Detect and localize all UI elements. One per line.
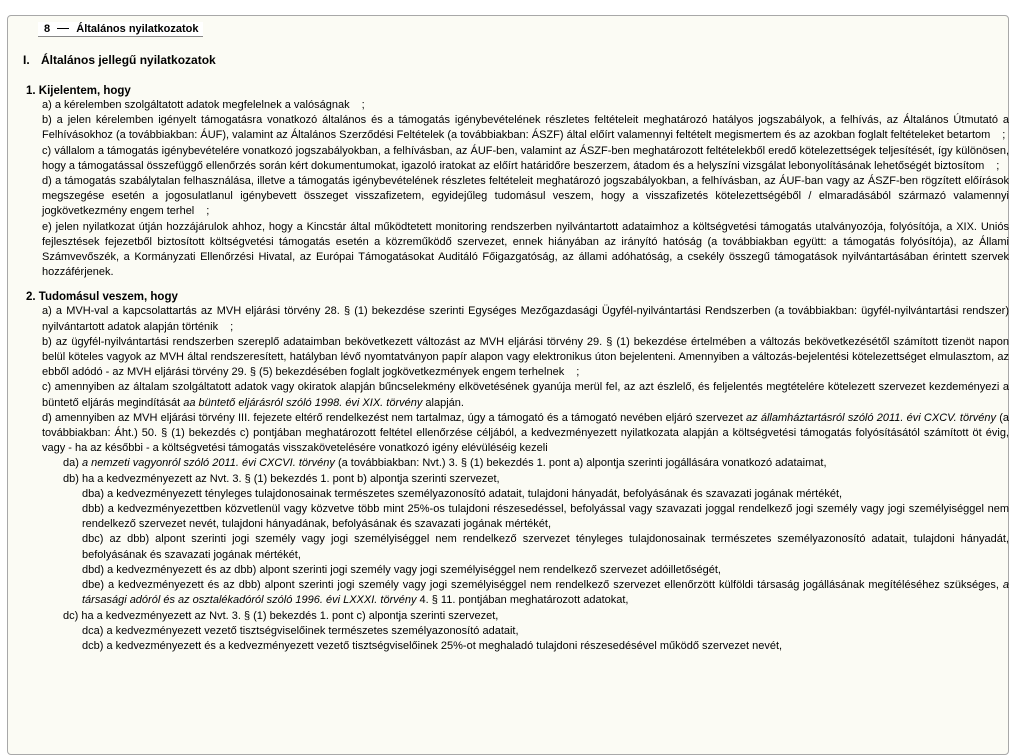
part-title: Általános jellegű nyilatkozatok (41, 53, 216, 67)
acknowledge-dbc: dbc) az dbb) alpont szerinti jogi személy vagy jogi személyiséggel nem rendelkező szervezet tényleges tulajdonosainak természetes személyazonosító adatait, tulajdoni hányadát, befolyásának és szavazati jogának mértékét, (82, 533, 1009, 561)
section-title: Általános nyilatkozatok (76, 23, 199, 35)
acknowledge-dbe: dbe) a kedvezményezett és az dbb) alpont szerinti jogi személy vagy jogi személyiséggel nem rendelkező szervezet ellenőrzött külföldi társaság jogállásának megítéléséhez szükséges, a társasági adóról és az osztalékadóról szóló 1996. évi LXXXI. törvény 4. § 11. pontjában meghatározott adatokat, (82, 579, 1009, 607)
declaration-e: e) jelen nyilatkozat útján hozzájárulok ahhoz, hogy a Kincstár által működtetett monitoring rendszerben nyilvántartott adataimhoz a költségvetési támogatás utalványozója, folyósítója, a XIX. Uniós fejlesztések fejezetből biztosított költségvetési támogatás esetén a közreműködő szervezet, ennek hiányában az irányító hatóság (a továbbiakban együtt: a támogatás folyósítója), az Állami Számvevőszék, a Kormányzati Ellenőrzési Hivatal, az Európai Támogatásokat Auditáló Főigazgatóság, az állami adóhatóság, a csekély összegű támogatások nyilvántartásában érintett szervek hozzáférjenek. (42, 220, 1009, 279)
declaration-a: a) a kérelemben szolgáltatott adatok megfelelnek a valóságnak ; (42, 99, 365, 111)
declare-heading: 1. Kijelentem, hogy (26, 85, 131, 97)
acknowledge-heading: 2. Tudomásul veszem, hogy (26, 291, 178, 304)
acknowledge-da: da) a nemzeti vagyonról szóló 2011. évi CXCVI. törvény (a továbbiakban: Nvt.) 3. § (1) bekezdés 1. pont a) alpontja szerinti jogállására vonatkozó adataimat, (63, 457, 827, 470)
part-heading (23, 53, 1009, 67)
declaration-b: b) a jelen kérelemben igényelt támogatásra vonatkozó általános és a támogatás igénybevételének részletes feltételeit meghatározó hatályos jogszabályok, a felhívás, az Általános Útmutató a Felhívásokhoz (a továbbiakban: ÁUF), valamint az Általános Szerződési Feltételek (a továbbiakban: ÁSZF) által előírt valamennyi feltételt megismertem és az azokban foglalt feltételeket betartom ; (42, 114, 1009, 142)
acknowledge-dc: dc) ha a kedvezményezett az Nvt. 3. § (1) bekezdés 1. pont c) alpontja szerinti szervezet, (63, 609, 499, 622)
acknowledge-dbd: dbd) a kedvezményezett és az dbb) alpont szerinti jogi személy vagy jogi személyiséggel nem rendelkező szervezet adóilletőségét, (82, 563, 721, 576)
acknowledge-a: a) a MVH-val a kapcsolattartás az MVH eljárási törvény 28. § (1) bekezdése szerinti Egységes Mezőgazdasági Ügyfél-nyilvántartási Rendszerben (a továbbiakban: ügyfél-nyilvántartási rendszer) nyilvántartott adatok alapján történik ; (42, 305, 1009, 333)
acknowledge-d: d) amennyiben az MVH eljárási törvény III. fejezete eltérő rendelkezést nem tartalmaz, úgy a támogató és a támogató nevében eljáró szervezet az államháztartásról szóló 2011. évi CXCV. törvény (a továbbiakban: Áht.) 50. § (1) bekezdés c) pontjában meghatározott feltétel ellenőrzése céljából, a kedvezményezett nyilatkozata alapján a költségvetési támogatás folyósításától számított öt évig, vagy - ha az későbbi - a költségvetési támogatás visszakövetelésére vonatkozó igény elévüléséig kezeli (42, 411, 1009, 455)
legend-dash (57, 28, 69, 29)
law-reference: az államháztartásról szóló 2011. évi CXCV. törvény (746, 411, 996, 424)
declaration-d: d) a támogatás szabálytalan felhasználása, illetve a támogatás igénybevételének részletes feltételeit meghatározó jogszabályokban, a felhívásban, az ÁUF-ban vagy az ÁSZF-ben rögzített előírások megszegése esetén a jogosulatlanul igénybevett összeget visszafizetem, egyidejűleg tudomásul veszem, hogy a visszafizetés kötelezettségéből / elmaradásából származó valamennyi jogkövetkezmény engem terhel ; (42, 175, 1009, 218)
acknowledge-db: db) ha a kedvezményezett az Nvt. 3. § (1) bekezdés 1. pont b) alpontja szerinti szervezet, (63, 472, 500, 485)
acknowledge-dba: dba) a kedvezményezett tényleges tulajdonosainak természetes személyazonosító adatait, tulajdoni hányadát, befolyásának és szavazati jogának mértékét, (82, 487, 843, 500)
acknowledge-dcb: dcb) a kedvezményezett és a kedvezményezett vezető tisztségviselőinek 25%-ot meghaladó tulajdoni részesedésével működő szervezet nevét, (82, 639, 783, 652)
acknowledge-dca: dca) a kedvezményezett vezető tisztségviselőinek természetes személyazonosító adatait, (82, 624, 519, 637)
acknowledge-dbb: dbb) a kedvezményezettben közvetlenül vagy közvetve több mint 25%-os tulajdoni részesedéssel, befolyással vagy szavazati joggal rendelkező jogi személy vagy jogi személyiséggel nem rendelkező szervezet nevét, tulajdoni hányadának, befolyásának és szavazati jogának mértékét, (82, 503, 1009, 531)
law-reference: aa büntető eljárásról szóló 1998. évi XIX. törvény (183, 396, 423, 409)
section-legend (38, 22, 203, 37)
declarations-content (23, 53, 1009, 654)
section-number: 8 (44, 23, 51, 35)
law-reference: a nemzeti vagyonról szóló 2011. évi CXCVI. törvény (81, 457, 335, 470)
acknowledge-c: c) amennyiben az általam szolgáltatott adatok vagy okiratok alapján bűncselekmény elkövetésének gyanúja merül fel, az azt észlelő, és feljelentés megtételére kötelezett szervezet kezdeményezi a büntető eljárás megindítását aa büntető eljárásról szóló 1998. évi XIX. törvény alapján. (42, 381, 1009, 409)
part-roman: I. (23, 53, 30, 67)
general-declarations-panel (7, 15, 1009, 755)
law-reference: a társasági adóról és az osztalékadóról szóló 1996. évi LXXXI. törvény (82, 579, 1009, 607)
acknowledge-b: b) az ügyfél-nyilvántartási rendszerben szereplő adataimban bekövetkezett változást az MVH eljárási törvény 29. § (1) bekezdése értelmében a változás bekövetkezésétől számított tizenöt napon belül köteles vagyok az MVH által rendszeresített, hatályban lévő nyomtatványon papír alapon vagy elektronikus úton bejelenteni. Amennyiben a változás-bejelentési kötelezettséget elmulasztom, az ebből adódó - az MVH eljárási törvény 29. § (5) bekezdésében foglalt jogkövetkezmények engem terhelnek ; (42, 335, 1009, 379)
declaration-c: c) vállalom a támogatás igénybevételére vonatkozó jogszabályokban, a felhívásban, az ÁUF-ben, valamint az ÁSZF-ben meghatározott feltételekből eredő kötelezettségek teljesítését, így különösen, hogy a támogatással összefüggő ellenőrzés során kért dokumentumokat, igazoló iratokat az előírt határidőre beszerzem, átadom és a helyszíni vizsgálat lebonyolításának lehetőségét biztosítom ; (42, 144, 1009, 172)
